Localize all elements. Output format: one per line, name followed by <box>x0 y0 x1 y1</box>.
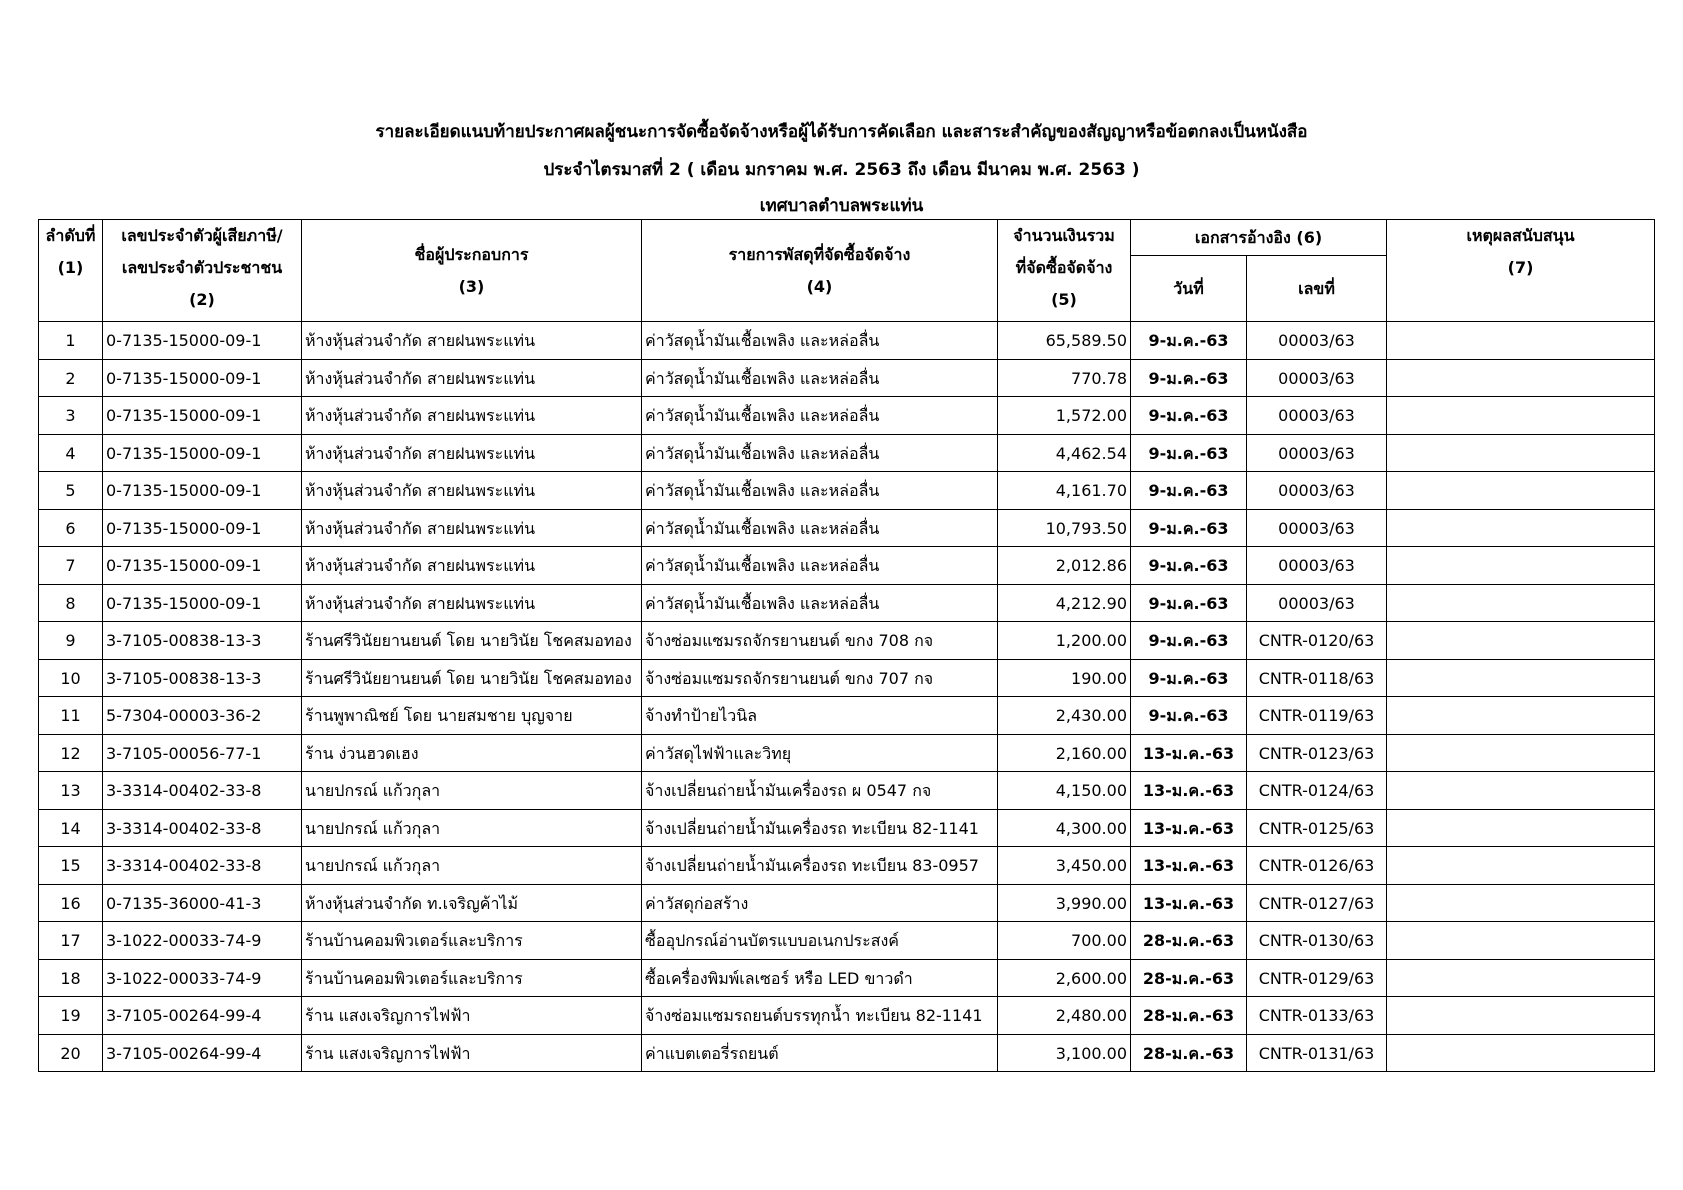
table-row <box>39 697 1655 735</box>
table-row <box>39 847 1655 885</box>
cell-amount: 10,793.50 <box>998 509 1131 547</box>
cell-ref-date: 13-ม.ค.-63 <box>1131 809 1247 847</box>
cell-no: 19 <box>39 997 103 1035</box>
table-row <box>39 472 1655 510</box>
cell-tax-id: 3-7105-00056-77-1 <box>103 734 302 772</box>
header-amount-number: (5) <box>1051 290 1077 309</box>
cell-reason <box>1387 697 1655 735</box>
cell-tax-id: 3-7105-00838-13-3 <box>103 659 302 697</box>
cell-vendor-name: ห้างหุ้นส่วนจำกัด สายฝนพระแท่น <box>302 509 642 547</box>
document-organization: เทศบาลตำบลพระแท่น <box>759 196 924 216</box>
cell-item: ค่าวัสดุน้ำมันเชื้อเพลิง และหล่อลื่น <box>642 584 998 622</box>
table-row <box>39 734 1655 772</box>
header-reason <box>1387 220 1655 322</box>
cell-ref-date: 28-ม.ค.-63 <box>1131 997 1247 1035</box>
cell-ref-no: CNTR-0131/63 <box>1247 1034 1387 1072</box>
cell-amount: 2,600.00 <box>998 959 1131 997</box>
cell-ref-no: CNTR-0118/63 <box>1247 659 1387 697</box>
cell-item: ค่าวัสดุไฟฟ้าและวิทยุ <box>642 734 998 772</box>
cell-tax-id: 3-1022-00033-74-9 <box>103 959 302 997</box>
cell-no: 7 <box>39 547 103 585</box>
cell-no: 10 <box>39 659 103 697</box>
cell-ref-no: 00003/63 <box>1247 322 1387 360</box>
cell-ref-date: 28-ม.ค.-63 <box>1131 1034 1247 1072</box>
table-row <box>39 959 1655 997</box>
cell-item: ค่าวัสดุก่อสร้าง <box>642 884 998 922</box>
cell-no: 9 <box>39 622 103 660</box>
cell-ref-date: 9-ม.ค.-63 <box>1131 584 1247 622</box>
cell-item: จ้างซ่อมแซมรถจักรยานยนต์ ขกง 708 กจ <box>642 622 998 660</box>
cell-reason <box>1387 659 1655 697</box>
cell-reason <box>1387 734 1655 772</box>
document-title: รายละเอียดแนบท้ายประกาศผลผู้ชนะการจัดซื้อจัดจ้างหรือผู้ได้รับการคัดเลือก และสาระสำคัญของสัญญาหรือข้อตกลงเป็นหนังสือ <box>375 122 1308 142</box>
cell-item: จ้างทำป้ายไวนิล <box>642 697 998 735</box>
cell-item: ค่าวัสดุน้ำมันเชื้อเพลิง และหล่อลื่น <box>642 397 998 435</box>
cell-ref-no: CNTR-0130/63 <box>1247 922 1387 960</box>
header-reference: เอกสารอ้างอิง (6) <box>1131 220 1387 256</box>
cell-no: 11 <box>39 697 103 735</box>
cell-tax-id: 0-7135-15000-09-1 <box>103 359 302 397</box>
cell-no: 20 <box>39 1034 103 1072</box>
cell-item: จ้างเปลี่ยนถ่ายน้ำมันเครื่องรถ ผ 0547 กจ <box>642 772 998 810</box>
cell-item: จ้างเปลี่ยนถ่ายน้ำมันเครื่องรถ ทะเบียน 82-1141 <box>642 809 998 847</box>
cell-vendor-name: นายปกรณ์ แก้วกุลา <box>302 809 642 847</box>
cell-ref-no: CNTR-0133/63 <box>1247 997 1387 1035</box>
cell-reason <box>1387 997 1655 1035</box>
table-row <box>39 509 1655 547</box>
header-amount <box>998 220 1131 322</box>
cell-reason <box>1387 884 1655 922</box>
header-tax-id <box>103 220 302 322</box>
cell-amount: 3,450.00 <box>998 847 1131 885</box>
cell-ref-no: 00003/63 <box>1247 584 1387 622</box>
cell-vendor-name: ห้างหุ้นส่วนจำกัด สายฝนพระแท่น <box>302 547 642 585</box>
cell-no: 18 <box>39 959 103 997</box>
cell-item: จ้างซ่อมแซมรถยนต์บรรทุกน้ำ ทะเบียน 82-1141 <box>642 997 998 1035</box>
cell-vendor-name: ห้างหุ้นส่วนจำกัด สายฝนพระแท่น <box>302 397 642 435</box>
cell-amount: 2,430.00 <box>998 697 1131 735</box>
cell-item: ค่าแบตเตอรี่รถยนต์ <box>642 1034 998 1072</box>
header-no <box>39 220 103 322</box>
cell-ref-date: 28-ม.ค.-63 <box>1131 922 1247 960</box>
cell-ref-no: CNTR-0126/63 <box>1247 847 1387 885</box>
cell-amount: 770.78 <box>998 359 1131 397</box>
cell-ref-date: 13-ม.ค.-63 <box>1131 772 1247 810</box>
cell-ref-no: CNTR-0123/63 <box>1247 734 1387 772</box>
cell-tax-id: 0-7135-36000-41-3 <box>103 884 302 922</box>
cell-ref-no: CNTR-0127/63 <box>1247 884 1387 922</box>
cell-reason <box>1387 922 1655 960</box>
cell-reason <box>1387 322 1655 360</box>
cell-amount: 3,990.00 <box>998 884 1131 922</box>
cell-no: 16 <box>39 884 103 922</box>
cell-vendor-name: ร้าน ง่วนฮวดเฮง <box>302 734 642 772</box>
cell-no: 3 <box>39 397 103 435</box>
table-row <box>39 322 1655 360</box>
table-row <box>39 997 1655 1035</box>
cell-vendor-name: นายปกรณ์ แก้วกุลา <box>302 847 642 885</box>
cell-amount: 4,212.90 <box>998 584 1131 622</box>
cell-reason <box>1387 359 1655 397</box>
header-tax-id-line2: เลขประจำตัวประชาชน <box>121 258 283 277</box>
cell-ref-date: 9-ม.ค.-63 <box>1131 622 1247 660</box>
cell-vendor-name: ร้าน แสงเจริญการไฟฟ้า <box>302 997 642 1035</box>
header-vendor-name-number: (3) <box>458 276 485 296</box>
header-item <box>642 220 998 322</box>
cell-reason <box>1387 772 1655 810</box>
cell-amount: 3,100.00 <box>998 1034 1131 1072</box>
cell-amount: 4,161.70 <box>998 472 1131 510</box>
header-ref-no: เลขที่ <box>1247 256 1387 322</box>
cell-no: 4 <box>39 434 103 472</box>
cell-item: ซื้อเครื่องพิมพ์เลเซอร์ หรือ LED ขาวดำ <box>642 959 998 997</box>
cell-reason <box>1387 397 1655 435</box>
cell-ref-no: CNTR-0125/63 <box>1247 809 1387 847</box>
cell-ref-no: CNTR-0124/63 <box>1247 772 1387 810</box>
cell-vendor-name: ร้านศรีวินัยยานยนต์ โดย นายวินัย โชคสมอทอง <box>302 659 642 697</box>
table-row <box>39 884 1655 922</box>
cell-ref-no: CNTR-0119/63 <box>1247 697 1387 735</box>
header-item-label: รายการพัสดุที่จัดซื้อจัดจ้าง <box>728 244 911 264</box>
cell-item: ซื้ออุปกรณ์อ่านบัตรแบบอเนกประสงค์ <box>642 922 998 960</box>
table-row <box>39 772 1655 810</box>
cell-item: ค่าวัสดุน้ำมันเชื้อเพลิง และหล่อลื่น <box>642 322 998 360</box>
header-item-number: (4) <box>806 276 833 296</box>
cell-vendor-name: ห้างหุ้นส่วนจำกัด สายฝนพระแท่น <box>302 359 642 397</box>
table-header <box>39 220 1655 322</box>
cell-tax-id: 5-7304-00003-36-2 <box>103 697 302 735</box>
cell-ref-no: 00003/63 <box>1247 472 1387 510</box>
cell-tax-id: 0-7135-15000-09-1 <box>103 434 302 472</box>
cell-amount: 2,160.00 <box>998 734 1131 772</box>
cell-amount: 4,462.54 <box>998 434 1131 472</box>
cell-ref-date: 13-ม.ค.-63 <box>1131 734 1247 772</box>
table-row <box>39 922 1655 960</box>
cell-tax-id: 3-3314-00402-33-8 <box>103 847 302 885</box>
cell-amount: 2,480.00 <box>998 997 1131 1035</box>
table-row <box>39 1034 1655 1072</box>
cell-tax-id: 0-7135-15000-09-1 <box>103 472 302 510</box>
table-row <box>39 397 1655 435</box>
cell-vendor-name: ร้านพูพาณิชย์ โดย นายสมชาย บุญจาย <box>302 697 642 735</box>
cell-vendor-name: ห้างหุ้นส่วนจำกัด สายฝนพระแท่น <box>302 584 642 622</box>
cell-ref-no: 00003/63 <box>1247 509 1387 547</box>
table-row <box>39 359 1655 397</box>
header-tax-id-number: (2) <box>189 290 215 309</box>
cell-tax-id: 3-3314-00402-33-8 <box>103 772 302 810</box>
cell-tax-id: 0-7135-15000-09-1 <box>103 397 302 435</box>
cell-no: 17 <box>39 922 103 960</box>
cell-item: ค่าวัสดุน้ำมันเชื้อเพลิง และหล่อลื่น <box>642 472 998 510</box>
cell-item: จ้างเปลี่ยนถ่ายน้ำมันเครื่องรถ ทะเบียน 83-0957 <box>642 847 998 885</box>
cell-vendor-name: ร้านศรีวินัยยานยนต์ โดย นายวินัย โชคสมอทอง <box>302 622 642 660</box>
cell-item: จ้างซ่อมแซมรถจักรยานยนต์ ขกง 707 กจ <box>642 659 998 697</box>
cell-reason <box>1387 547 1655 585</box>
cell-ref-no: 00003/63 <box>1247 547 1387 585</box>
cell-no: 14 <box>39 809 103 847</box>
cell-amount: 4,300.00 <box>998 809 1131 847</box>
cell-reason <box>1387 584 1655 622</box>
cell-tax-id: 3-3314-00402-33-8 <box>103 809 302 847</box>
cell-tax-id: 0-7135-15000-09-1 <box>103 547 302 585</box>
cell-no: 6 <box>39 509 103 547</box>
document-period: ประจำไตรมาสที่ 2 ( เดือน มกราคม พ.ศ. 2563 ถึง เดือน มีนาคม พ.ศ. 2563 ) <box>543 160 1140 180</box>
cell-amount: 65,589.50 <box>998 322 1131 360</box>
cell-ref-date: 9-ม.ค.-63 <box>1131 697 1247 735</box>
cell-amount: 4,150.00 <box>998 772 1131 810</box>
cell-ref-no: 00003/63 <box>1247 434 1387 472</box>
header-tax-id-line1: เลขประจำตัวผู้เสียภาษี/ <box>121 226 283 245</box>
cell-vendor-name: ร้าน แสงเจริญการไฟฟ้า <box>302 1034 642 1072</box>
cell-ref-date: 9-ม.ค.-63 <box>1131 359 1247 397</box>
cell-ref-no: 00003/63 <box>1247 359 1387 397</box>
cell-reason <box>1387 847 1655 885</box>
header-vendor-name-label: ชื่อผู้ประกอบการ <box>414 244 529 264</box>
table-row <box>39 809 1655 847</box>
cell-vendor-name: ร้านบ้านคอมพิวเตอร์และบริการ <box>302 922 642 960</box>
cell-tax-id: 3-1022-00033-74-9 <box>103 922 302 960</box>
cell-tax-id: 0-7135-15000-09-1 <box>103 584 302 622</box>
cell-item: ค่าวัสดุน้ำมันเชื้อเพลิง และหล่อลื่น <box>642 359 998 397</box>
procurement-table <box>38 219 1655 1072</box>
cell-no: 8 <box>39 584 103 622</box>
cell-no: 15 <box>39 847 103 885</box>
cell-reason <box>1387 1034 1655 1072</box>
header-reason-label: เหตุผลสนับสนุน <box>1466 226 1575 245</box>
cell-tax-id: 3-7105-00264-99-4 <box>103 1034 302 1072</box>
cell-ref-date: 9-ม.ค.-63 <box>1131 509 1247 547</box>
cell-no: 1 <box>39 322 103 360</box>
table-row <box>39 622 1655 660</box>
cell-amount: 2,012.86 <box>998 547 1131 585</box>
cell-vendor-name: ร้านบ้านคอมพิวเตอร์และบริการ <box>302 959 642 997</box>
cell-reason <box>1387 809 1655 847</box>
cell-vendor-name: ห้างหุ้นส่วนจำกัด สายฝนพระแท่น <box>302 472 642 510</box>
cell-ref-date: 28-ม.ค.-63 <box>1131 959 1247 997</box>
cell-no: 2 <box>39 359 103 397</box>
header-ref-date: วันที่ <box>1131 256 1247 322</box>
cell-reason <box>1387 959 1655 997</box>
cell-ref-date: 9-ม.ค.-63 <box>1131 547 1247 585</box>
cell-ref-date: 9-ม.ค.-63 <box>1131 322 1247 360</box>
cell-vendor-name: ห้างหุ้นส่วนจำกัด สายฝนพระแท่น <box>302 434 642 472</box>
cell-reason <box>1387 622 1655 660</box>
table-body <box>39 322 1655 1072</box>
cell-item: ค่าวัสดุน้ำมันเชื้อเพลิง และหล่อลื่น <box>642 509 998 547</box>
header-amount-line1: จำนวนเงินรวม <box>1013 226 1115 245</box>
cell-ref-no: CNTR-0120/63 <box>1247 622 1387 660</box>
cell-ref-date: 9-ม.ค.-63 <box>1131 659 1247 697</box>
cell-amount: 700.00 <box>998 922 1131 960</box>
cell-amount: 1,572.00 <box>998 397 1131 435</box>
table-row <box>39 547 1655 585</box>
cell-tax-id: 0-7135-15000-09-1 <box>103 322 302 360</box>
cell-tax-id: 3-7105-00264-99-4 <box>103 997 302 1035</box>
cell-tax-id: 3-7105-00838-13-3 <box>103 622 302 660</box>
cell-ref-no: CNTR-0129/63 <box>1247 959 1387 997</box>
header-vendor-name <box>302 220 642 322</box>
table-row <box>39 434 1655 472</box>
header-no-number: (1) <box>57 258 84 277</box>
cell-ref-date: 13-ม.ค.-63 <box>1131 884 1247 922</box>
header-amount-line2: ที่จัดซื้อจัดจ้าง <box>1015 258 1113 277</box>
cell-reason <box>1387 509 1655 547</box>
cell-reason <box>1387 434 1655 472</box>
cell-item: ค่าวัสดุน้ำมันเชื้อเพลิง และหล่อลื่น <box>642 547 998 585</box>
cell-ref-date: 9-ม.ค.-63 <box>1131 472 1247 510</box>
cell-ref-date: 9-ม.ค.-63 <box>1131 397 1247 435</box>
cell-tax-id: 0-7135-15000-09-1 <box>103 509 302 547</box>
table-row <box>39 659 1655 697</box>
cell-vendor-name: ห้างหุ้นส่วนจำกัด ท.เจริญค้าไม้ <box>302 884 642 922</box>
header-no-label: ลำดับที่ <box>45 226 96 245</box>
cell-no: 12 <box>39 734 103 772</box>
cell-item: ค่าวัสดุน้ำมันเชื้อเพลิง และหล่อลื่น <box>642 434 998 472</box>
cell-reason <box>1387 472 1655 510</box>
cell-ref-date: 9-ม.ค.-63 <box>1131 434 1247 472</box>
cell-vendor-name: นายปกรณ์ แก้วกุลา <box>302 772 642 810</box>
cell-amount: 190.00 <box>998 659 1131 697</box>
cell-no: 13 <box>39 772 103 810</box>
cell-vendor-name: ห้างหุ้นส่วนจำกัด สายฝนพระแท่น <box>302 322 642 360</box>
cell-no: 5 <box>39 472 103 510</box>
header-reason-number: (7) <box>1507 258 1534 277</box>
cell-amount: 1,200.00 <box>998 622 1131 660</box>
cell-ref-no: 00003/63 <box>1247 397 1387 435</box>
table-row <box>39 584 1655 622</box>
cell-ref-date: 13-ม.ค.-63 <box>1131 847 1247 885</box>
